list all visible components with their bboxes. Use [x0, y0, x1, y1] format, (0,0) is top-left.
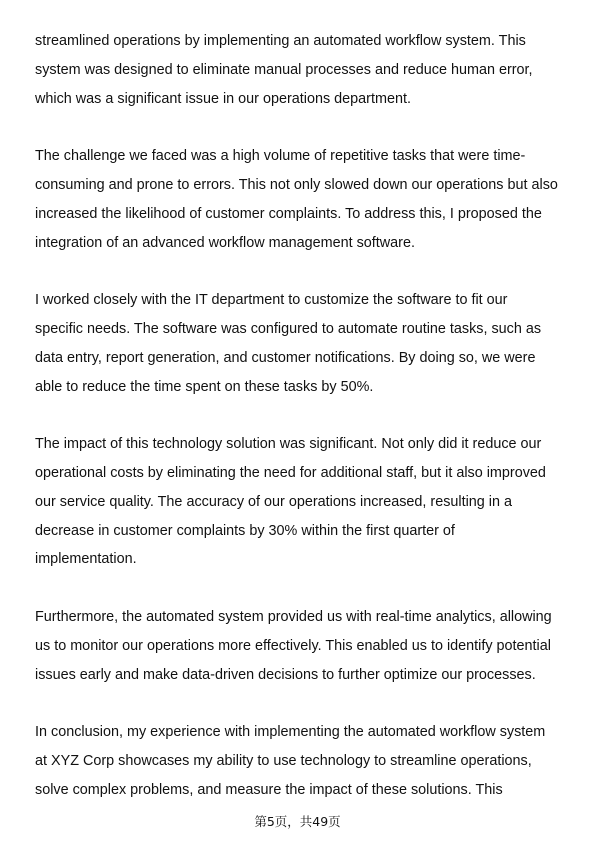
text-line: The challenge we faced was a high volume of repetitive tasks that were time-: [35, 148, 526, 165]
text-line: issues early and make data-driven decisions to further optimize our processes.: [35, 666, 536, 683]
document-body: [35, 27, 567, 805]
text-line: operational costs by eliminating the need for additional staff, but it also improved: [35, 464, 546, 481]
paragraph-2: [35, 142, 567, 257]
text-line: The impact of this technology solution was significant. Not only did it reduce our: [35, 436, 542, 453]
paragraph-4: [35, 430, 567, 574]
text-line: increased the likelihood of customer complaints. To address this, I proposed the: [35, 205, 542, 222]
text-line: which was a significant issue in our operations department.: [35, 90, 411, 107]
paragraph-gap: [35, 689, 567, 718]
text-line: solve complex problems, and measure the impact of these solutions. This: [35, 781, 503, 798]
text-line: Furthermore, the automated system provided us with real-time analytics, allowing: [35, 608, 552, 625]
text-line: implementation.: [35, 551, 137, 568]
paragraph-gap: [35, 574, 567, 603]
paragraph-gap: [35, 113, 567, 142]
text-line: at XYZ Corp showcases my ability to use technology to streamline operations,: [35, 752, 532, 769]
text-line: system was designed to eliminate manual processes and reduce human error,: [35, 61, 533, 78]
text-line: our service quality. The accuracy of our operations increased, resulting in a: [35, 493, 513, 510]
paragraph-gap: [35, 257, 567, 286]
page-number-footer: 第5页，共49页: [254, 814, 341, 829]
text-line: In conclusion, my experience with implementing the automated workflow system: [35, 724, 546, 741]
text-line: streamlined operations by implementing an automated workflow system. This: [35, 33, 526, 49]
paragraph-6: [35, 718, 567, 804]
text-line: specific needs. The software was configured to automate routine tasks, such as: [35, 320, 542, 337]
text-line: consuming and prone to errors. This not only slowed down our operations but also: [35, 176, 558, 193]
text-line: data entry, report generation, and customer notifications. By doing so, we were: [35, 349, 536, 366]
paragraph-5: [35, 603, 567, 689]
text-line: us to monitor our operations more effectively. This enabled us to identify potential: [35, 637, 551, 654]
paragraph-1: [35, 27, 567, 113]
paragraph-3: [35, 286, 567, 401]
text-line: decrease in customer complaints by 30% within the first quarter of: [35, 522, 455, 539]
text-line: integration of an advanced workflow management software.: [35, 234, 415, 251]
paragraph-gap: [35, 401, 567, 430]
text-line: able to reduce the time spent on these tasks by 50%.: [35, 378, 374, 395]
text-line: I worked closely with the IT department to customize the software to fit our: [35, 292, 508, 309]
